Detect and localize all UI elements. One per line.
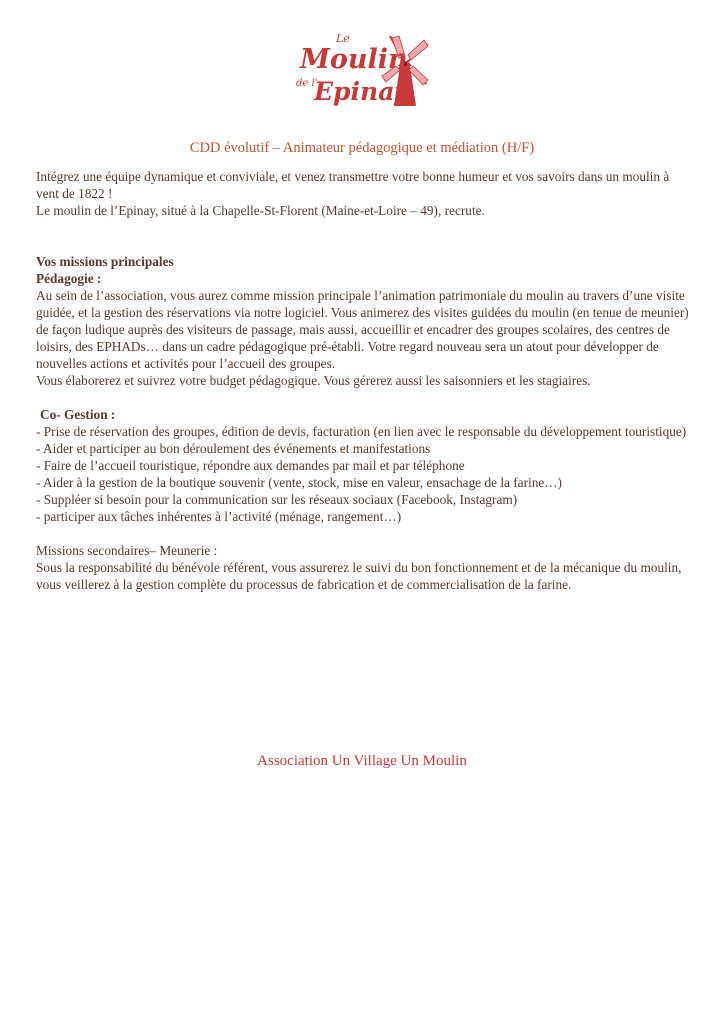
pedagogie-text: Au sein de l’association, vous aurez comme mission principale l’animation patrimoniale du moulin au travers d’une visite guidée, et la gestion des réservations via notre logiciel. Vous animerez des visites guidées du moulin (en tenue de meunier) de façon ludique auprès des visiteurs de passage, mais aussi, accueillir et encadrer des groupes scolaires, des centres de loisirs, des EPHADs… dans un cadre pédagogique pré-établi. Votre regard nouveau sera un atout pour développer de nouvelles actions et activités pour l’accueil des groupes.	[36, 288, 689, 371]
windmill-logo-graphic	[296, 26, 434, 110]
secondary-text: Sous la responsabilité du bénévole référent, vous assurerez le suivi du bon fonctionnement et de la mécanique du moulin, vous veillerez à la gestion complète du processus de fabrication et de commercialisation de la farine.	[36, 560, 682, 592]
job-description	[36, 168, 692, 593]
list-item: - participer aux tâches inhérentes à l’activité (ménage, rangement…)	[36, 509, 402, 524]
intro-line-1: Intégrez une équipe dynamique et conviviale, et venez transmettre votre bonne humeur et vos savoirs dans un moulin à vent de 1822 !	[36, 169, 670, 201]
budget-text: Vous élaborerez et suivrez votre budget pédagogique. Vous gérerez aussi les saisonniers et les stagiaires.	[36, 373, 591, 388]
svg-text:Moulin: Moulin	[300, 44, 408, 75]
job-title: CDD évolutif – Animateur pédagogique et médiation (H/F)	[189, 140, 535, 156]
svg-text:de l': de l'	[296, 78, 318, 89]
list-item: - Faire de l’accueil touristique, répondre aux demandes par mail et par téléphone	[36, 458, 465, 473]
association-name: Association Un Village Un Moulin	[257, 753, 467, 769]
missions-heading: Vos missions principales	[36, 254, 174, 269]
pedagogie-heading: Pédagogie :	[36, 271, 102, 286]
moulin-epinay-logo	[296, 26, 434, 110]
svg-text:Epinay: Epinay	[314, 77, 409, 106]
intro-line-2: Le moulin de l’Epinay, situé à la Chapelle-St-Florent (Maine-et-Loire – 49), recrute.	[36, 203, 485, 218]
list-item: - Aider et participer au bon déroulement des événements et manifestations	[36, 441, 431, 456]
list-item: - Suppléer si besoin pour la communication sur les réseaux sociaux (Facebook, Instagram)	[36, 492, 518, 507]
list-item: - Prise de réservation des groupes, édition de devis, facturation (en lien avec le responsable du développement touristique)	[36, 424, 687, 439]
svg-text:Le: Le	[336, 32, 350, 45]
cogestion-heading: Co- Gestion :	[40, 407, 116, 422]
list-item: - Aider à la gestion de la boutique souvenir (vente, stock, mise en valeur, ensachage de la farine…)	[36, 475, 562, 490]
secondary-heading: Missions secondaires– Meunerie :	[36, 543, 218, 558]
